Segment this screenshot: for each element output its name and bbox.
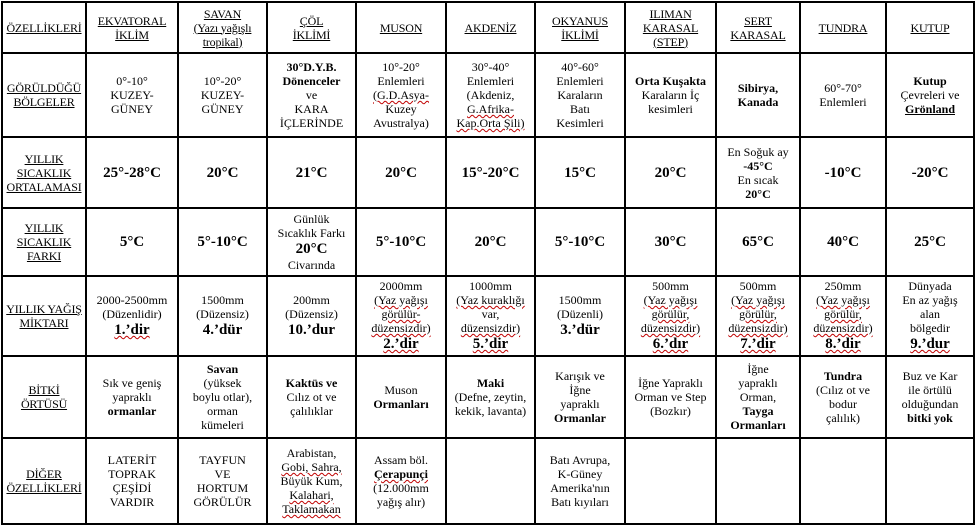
table-cell xyxy=(800,53,886,137)
cell-line: 500mm xyxy=(739,279,777,293)
col-header-tundra: TUNDRA xyxy=(800,2,886,53)
cell-line: orman xyxy=(207,404,238,418)
table-cell xyxy=(446,438,535,524)
cell-line: yağış alır) xyxy=(376,495,426,509)
table-cell xyxy=(356,356,446,438)
cell-line: var, xyxy=(481,307,500,321)
cell-line: Kanada xyxy=(737,95,779,109)
cell-line: Sıcaklık Farkı xyxy=(277,226,346,240)
cell-line: 5°-10°C xyxy=(554,234,606,250)
cell-line: 30°-40° xyxy=(471,60,510,74)
table-cell xyxy=(178,438,267,524)
row-header-bitki-ortusu: BİTKİ ÖRTÜSÜ xyxy=(2,356,86,438)
cell-line: kesimleri xyxy=(648,102,693,116)
cell-line: 10.’dur xyxy=(287,322,336,338)
cell-line: Enlemleri xyxy=(819,95,867,109)
cell-line: (Yaz yağışı xyxy=(816,293,870,307)
cell-line: Gobi, Sahra, xyxy=(281,460,342,474)
cell-line: En az yağış xyxy=(902,293,958,307)
cell-line: 250mm xyxy=(824,279,862,293)
header-row xyxy=(2,2,974,53)
table-cell xyxy=(178,208,267,276)
cell-line: Taklamakan xyxy=(282,502,341,516)
cell-line: ormanlar xyxy=(107,404,157,418)
table-cell xyxy=(535,208,625,276)
cell-line: Batı xyxy=(570,102,590,116)
table-cell xyxy=(446,137,535,208)
cell-line: K-Güney xyxy=(557,467,603,481)
cell-line: Avustralya) xyxy=(373,116,429,130)
cell-line: 3.’dür xyxy=(560,322,600,338)
cell-line: 20°C xyxy=(474,234,507,250)
cell-line: ÇEŞİDİ xyxy=(112,481,152,495)
table-cell xyxy=(86,276,178,356)
table-cell xyxy=(535,438,625,524)
cell-line: 5.’dir xyxy=(472,336,509,352)
cell-line: 7.’dir xyxy=(740,336,776,352)
cell-line: 25°C xyxy=(914,234,946,250)
table-cell xyxy=(446,356,535,438)
cell-line: TOPRAK xyxy=(108,467,156,481)
table-cell xyxy=(356,438,446,524)
cell-line: İğne Yapraklı xyxy=(638,376,703,390)
cell-line: 25°-28°C xyxy=(103,164,161,181)
cell-line: 10°-20° xyxy=(382,60,420,74)
cell-line: VARDIR xyxy=(109,495,155,509)
table-cell xyxy=(886,276,974,356)
table-cell xyxy=(446,208,535,276)
row-diger-ozellikleri xyxy=(2,438,974,524)
cell-line: Muson xyxy=(384,383,418,397)
table-cell xyxy=(535,356,625,438)
table-cell xyxy=(886,356,974,438)
table-cell xyxy=(625,438,716,524)
cell-line: kekik, lavanta) xyxy=(454,404,527,418)
table-cell xyxy=(178,53,267,137)
cell-line: Çerapunçi xyxy=(374,467,428,481)
cell-line: Civarında xyxy=(287,258,336,272)
table-cell xyxy=(800,276,886,356)
cell-line: (Cılız ot ve xyxy=(816,383,870,397)
cell-line: Arabistan, xyxy=(286,446,337,460)
table-cell xyxy=(625,53,716,137)
cell-line: (12.000mm xyxy=(373,481,429,495)
cell-line: Kuzey xyxy=(385,102,417,116)
cell-line: 2.’dir xyxy=(383,336,419,352)
cell-line: Karaların İç xyxy=(641,88,700,102)
cell-line: 20°C xyxy=(654,164,687,181)
table-cell xyxy=(86,53,178,137)
table-cell xyxy=(267,208,356,276)
cell-line: 5°C xyxy=(119,234,145,250)
row-sicaklik-farki xyxy=(2,208,974,276)
cell-line: 15°-20°C xyxy=(461,164,520,181)
cell-line: olduğundan xyxy=(901,397,959,411)
cell-line: bitki yok xyxy=(907,411,953,425)
table-cell xyxy=(267,137,356,208)
table-cell xyxy=(716,356,800,438)
table-cell xyxy=(267,438,356,524)
cell-line: 15°C xyxy=(564,164,596,181)
cell-line: Orman ve Step xyxy=(634,390,707,404)
table-cell xyxy=(178,137,267,208)
table-cell xyxy=(800,438,886,524)
cell-line: Ormanları xyxy=(730,418,786,432)
cell-line: Kalahari, xyxy=(289,488,334,502)
cell-line: (Akdeniz, xyxy=(466,88,515,102)
cell-line: 8.’dir xyxy=(825,336,861,352)
cell-line: KUZEY- xyxy=(200,88,245,102)
table-cell xyxy=(716,137,800,208)
cell-line: 20°C xyxy=(295,241,328,257)
cell-line: Kutup xyxy=(913,74,947,88)
table-cell xyxy=(886,137,974,208)
cell-line: (Yaz yağışı xyxy=(643,293,698,307)
cell-line: GÜNEY xyxy=(111,102,153,116)
cell-line: alan xyxy=(920,307,940,321)
cell-line: Enlemleri xyxy=(377,74,425,88)
cell-line: HORTUM xyxy=(196,481,249,495)
cell-line: düzensizdir) xyxy=(640,321,701,335)
cell-line: ile örtülü xyxy=(908,383,952,397)
table-cell xyxy=(716,438,800,524)
cell-line: (Yaz yağışı xyxy=(374,293,428,307)
table-cell xyxy=(716,276,800,356)
table-cell xyxy=(86,137,178,208)
cell-line: yapraklı xyxy=(738,376,778,390)
cell-line: VE xyxy=(214,467,231,481)
row-header-sicaklik-farki: YILLIK SICAKLIK FARKI xyxy=(2,208,86,276)
row-sicaklik-ortalamasi xyxy=(2,137,974,208)
cell-line: 500mm xyxy=(652,279,689,293)
cell-line: -20°C xyxy=(911,164,949,181)
cell-line: Kesimleri xyxy=(556,116,604,130)
table-cell xyxy=(86,356,178,438)
cell-line: GÜNEY xyxy=(201,102,244,116)
table-cell xyxy=(800,356,886,438)
cell-line: düzensizdir) xyxy=(460,321,521,335)
cell-line: Maki xyxy=(476,376,505,390)
row-header-bolgeler: GÖRÜLDÜĞÜ BÖLGELER xyxy=(2,53,86,137)
row-bitki-ortusu xyxy=(2,356,974,438)
cell-line: 1000mm xyxy=(469,279,512,293)
cell-line: Dönenceler xyxy=(282,74,341,88)
cell-line: Amerika'nın xyxy=(550,481,610,495)
cell-line: 5°-10°C xyxy=(375,234,427,250)
cell-line: (yüksek xyxy=(203,376,242,390)
cell-line: (Düzenli) xyxy=(557,307,603,321)
cell-line: görülür, xyxy=(739,307,777,321)
cell-line: yapraklı xyxy=(560,397,600,411)
cell-line: G.Afrika- xyxy=(467,102,514,116)
cell-line: Çevreleri ve xyxy=(900,88,960,102)
table-cell xyxy=(446,276,535,356)
cell-line: İğne xyxy=(747,362,769,376)
table-cell xyxy=(625,356,716,438)
cell-line: boylu otlar), xyxy=(192,390,253,404)
col-header-kutup: KUTUP xyxy=(886,2,974,53)
cell-line: 20°C xyxy=(385,164,417,181)
cell-line: Sibirya, xyxy=(737,81,779,95)
table-cell xyxy=(356,208,446,276)
cell-line: Kaktüs ve xyxy=(285,376,338,390)
cell-line: (Bozkır) xyxy=(650,404,691,418)
cell-line: Grönland xyxy=(904,102,955,116)
cell-line: Tundra xyxy=(823,369,863,383)
col-header-savan: SAVAN (Yazı yağışlı tropikal) xyxy=(178,2,267,53)
cell-line: Dünyada xyxy=(908,279,952,293)
cell-line: ve xyxy=(305,88,318,102)
cell-line: bölgedir xyxy=(910,321,950,335)
col-header-col: ÇÖL İKLİMİ xyxy=(267,2,356,53)
cell-line: Büyük Kum, xyxy=(280,474,343,488)
table-cell xyxy=(625,276,716,356)
table-cell xyxy=(356,137,446,208)
cell-line: 1500mm xyxy=(558,293,602,307)
cell-line: 6.’dır xyxy=(652,336,689,352)
col-header-akdeniz: AKDENİZ xyxy=(446,2,535,53)
table-cell xyxy=(446,53,535,137)
cell-line: düzensizdir) xyxy=(728,321,788,335)
cell-line: -10°C xyxy=(824,164,862,181)
col-header-okyanus: OKYANUS İKLİMİ xyxy=(535,2,625,53)
table-cell xyxy=(625,137,716,208)
cell-line: -45°C xyxy=(743,158,773,173)
cell-line: Cılız ot ve xyxy=(286,390,337,404)
table-cell xyxy=(356,276,446,356)
table-cell xyxy=(178,276,267,356)
cell-line: (Defne, zeytin, xyxy=(454,390,527,404)
cell-line: 30°C xyxy=(654,234,687,250)
cell-line: Enlemleri xyxy=(466,74,515,88)
table-cell xyxy=(625,208,716,276)
row-bolgeler xyxy=(2,53,974,137)
cell-line: 1.’dir xyxy=(114,322,150,338)
row-yagis-miktari xyxy=(2,276,974,356)
table-cell xyxy=(535,137,625,208)
cell-line: Ormanlar xyxy=(554,411,606,425)
cell-line: TAYFUN xyxy=(199,453,246,467)
cell-line: (G.D.Asya- xyxy=(373,88,429,102)
table-cell xyxy=(886,53,974,137)
cell-line: Enlemleri xyxy=(556,74,604,88)
table-cell xyxy=(535,276,625,356)
cell-line: 40°-60° xyxy=(561,60,599,74)
cell-line: (Yaz kuraklığı xyxy=(456,293,525,307)
cell-line: Ormanları xyxy=(373,397,429,411)
cell-line: 9.’dur xyxy=(910,336,950,352)
cell-line: kümeleri xyxy=(201,418,244,432)
cell-line: 20°C xyxy=(206,164,239,181)
cell-line: (Yaz yağışı xyxy=(731,293,785,307)
cell-line: 0°-10° xyxy=(116,74,148,88)
cell-line: 21°C xyxy=(295,164,328,181)
table-cell xyxy=(535,53,625,137)
cell-line: GÖRÜLÜR xyxy=(193,495,252,509)
cell-line: En Soğuk ay xyxy=(727,144,789,159)
cell-line: görülür- xyxy=(381,307,421,321)
col-header-iliman-karasal: ILIMAN KARASAL (STEP) xyxy=(625,2,716,53)
cell-line: 65°C xyxy=(742,234,774,250)
table-cell xyxy=(886,208,974,276)
table-cell xyxy=(800,208,886,276)
cell-line: 5°-10°C xyxy=(197,234,248,250)
cell-line: 40°C xyxy=(827,234,859,250)
cell-line: Batı kıyıları xyxy=(551,495,609,509)
cell-line: Savan xyxy=(206,362,239,376)
cell-line: 200mm xyxy=(293,293,330,307)
table-cell xyxy=(178,356,267,438)
cell-line: bodur xyxy=(829,397,857,411)
cell-line: Tayga xyxy=(742,404,774,418)
cell-line: (Düzensiz) xyxy=(285,307,338,321)
cell-line: 10°-20° xyxy=(203,74,242,88)
cell-line: çalılık) xyxy=(826,411,860,425)
cell-line: düzensizdir) xyxy=(371,321,431,335)
table-cell xyxy=(716,53,800,137)
table-cell xyxy=(716,208,800,276)
cell-line: 2000-2500mm xyxy=(96,293,168,307)
cell-line: KARA xyxy=(294,102,329,116)
table-cell xyxy=(267,276,356,356)
cell-line: Buz ve Kar xyxy=(902,369,958,383)
row-header-sicaklik-ortalamasi: YILLIK SICAKLIK ORTALAMASI xyxy=(2,137,86,208)
cell-line: 2000mm xyxy=(379,279,423,293)
cell-line: Assam böl. xyxy=(374,453,428,467)
table-cell xyxy=(86,208,178,276)
cell-line: 20°C xyxy=(745,186,771,201)
climate-comparison-table xyxy=(1,1,975,525)
cell-line: görülür, xyxy=(651,307,690,321)
cell-line: Orman, xyxy=(739,390,777,404)
table-cell xyxy=(86,438,178,524)
cell-line: LATERİT xyxy=(107,453,157,467)
col-header-ekvatoral: EKVATORAL İKLİM xyxy=(86,2,178,53)
table-cell xyxy=(267,53,356,137)
cell-line: 30°D.Y.B. xyxy=(286,60,337,74)
cell-line: KUZEY- xyxy=(110,88,154,102)
cell-line: İğne xyxy=(569,383,591,397)
cell-line: (Düzensiz) xyxy=(196,307,249,321)
row-header-diger-ozellikleri: DİĞER ÖZELLİKLERİ xyxy=(2,438,86,524)
corner-header: ÖZELLİKLERİ xyxy=(2,2,86,53)
cell-line: Batı Avrupa, xyxy=(549,453,611,467)
cell-line: 1500mm xyxy=(201,293,244,307)
table-cell xyxy=(886,438,974,524)
table-cell xyxy=(267,356,356,438)
cell-line: Kap.Orta Şili) xyxy=(456,116,525,130)
col-header-muson: MUSON xyxy=(356,2,446,53)
row-header-yagis-miktari: YILLIK YAĞIŞ MİKTARI xyxy=(2,276,86,356)
cell-line: Karışık ve xyxy=(555,369,605,383)
cell-line: çalılıklar xyxy=(290,404,333,418)
cell-line: (Düzenlidir) xyxy=(102,307,162,321)
col-header-sert-karasal: SERT KARASAL xyxy=(716,2,800,53)
cell-line: Karaların xyxy=(557,88,603,102)
cell-line: 60°-70° xyxy=(824,81,862,95)
cell-line: görülür, xyxy=(824,307,862,321)
cell-line: Orta Kuşakta xyxy=(634,74,706,88)
cell-line: Sık ve geniş xyxy=(102,376,162,390)
cell-line: yapraklı xyxy=(112,390,152,404)
cell-line: En sıcak xyxy=(737,172,779,187)
cell-line: Günlük xyxy=(293,212,330,226)
table-cell xyxy=(356,53,446,137)
cell-line: 4.’dür xyxy=(202,322,243,338)
cell-line: düzensizdir) xyxy=(813,321,873,335)
cell-line: İÇLERİNDE xyxy=(279,116,344,130)
table-cell xyxy=(800,137,886,208)
